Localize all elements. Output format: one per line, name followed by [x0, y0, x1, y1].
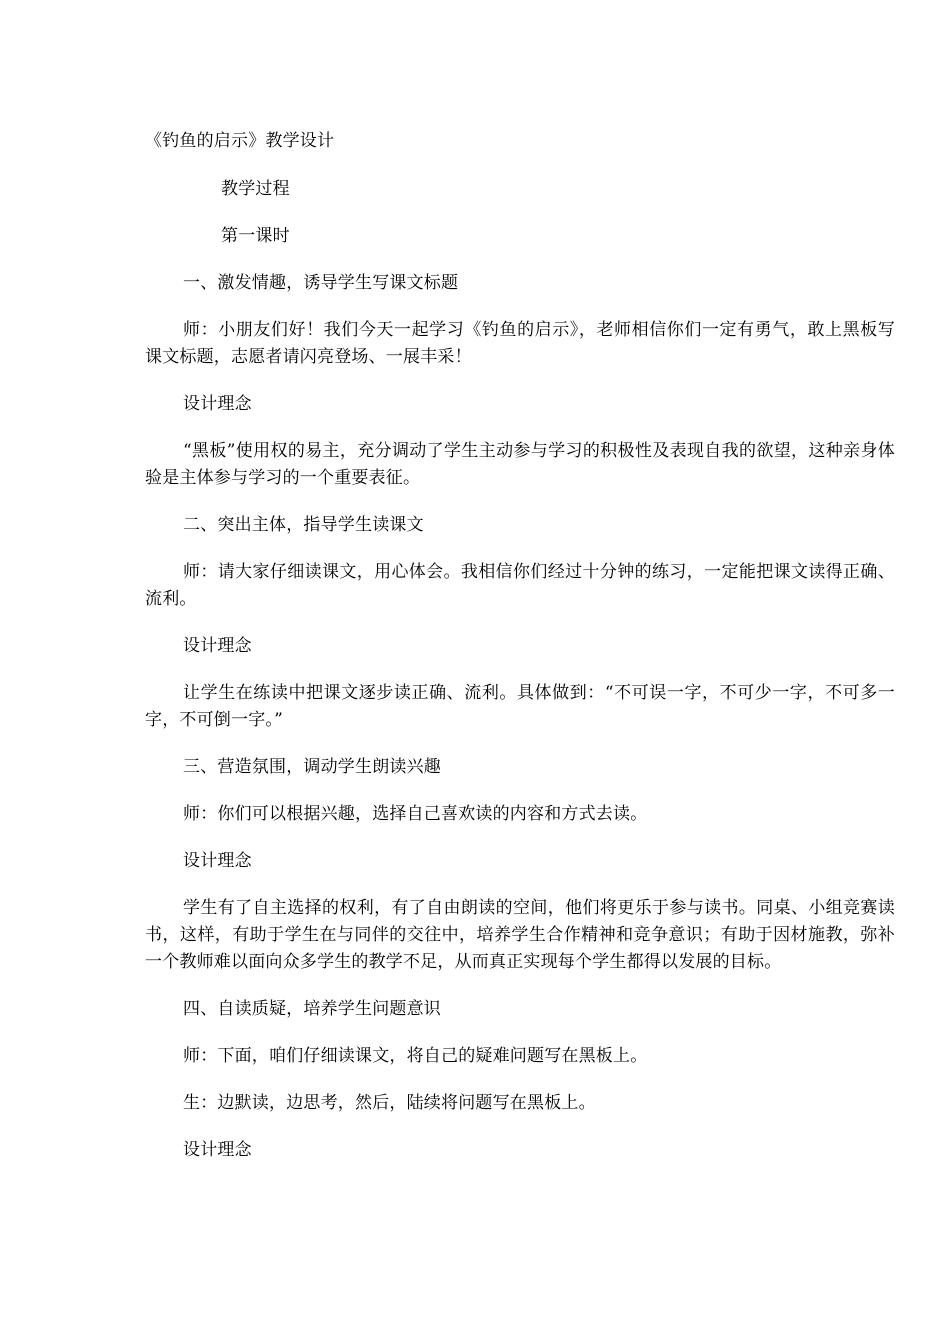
student-line-4: 生：边默读，边思考，然后，陆续将问题写在黑板上。 — [183, 1093, 596, 1113]
design-concept-label-1: 设计理念 — [183, 394, 252, 414]
document-page — [145, 128, 895, 1184]
teacher-line-3: 师：你们可以根据兴趣，选择自己喜欢读的内容和方式去读。 — [183, 804, 648, 824]
document-title: 《钓鱼的启示》教学设计 — [145, 131, 335, 151]
section-heading-lesson: 第一课时 — [221, 226, 290, 246]
teacher-line-4: 师：下面，咱们仔细读课文，将自己的疑难问题写在黑板上。 — [183, 1046, 648, 1066]
section-heading-process: 教学过程 — [221, 179, 290, 199]
design-concept-text-2: 让学生在练读中把课文逐步读正确、流利。具体做到：“不可误一字，不可少一字，不可多一字，不可倒一字。” — [145, 683, 895, 730]
teacher-line-1: 师：小朋友们好！我们今天一起学习《钓鱼的启示》，老师相信你们一定有勇气，敢上黑板写课文标题，志愿者请闪亮登场、一展丰采！ — [145, 320, 895, 367]
design-concept-text-1: “黑板”使用权的易主，充分调动了学生主动参与学习的积极性及表现自我的欲望，这种亲身体验是主体参与学习的一个重要表征。 — [145, 441, 895, 488]
step-heading-4: 四、自读质疑，培养学生问题意识 — [183, 999, 441, 1019]
teacher-line-2: 师：请大家仔细读课文，用心体会。我相信你们经过十分钟的练习，一定能把课文读得正确、流利。 — [145, 562, 895, 609]
design-concept-label-2: 设计理念 — [183, 636, 252, 656]
step-heading-1: 一、激发情趣，诱导学生写课文标题 — [183, 273, 459, 293]
design-concept-text-3: 学生有了自主选择的权利，有了自由朗读的空间，他们将更乐于参与读书。同桌、小组竞赛读书，这样，有助于学生在与同伴的交往中，培养学生合作精神和竞争意识；有助于因材施教，弥补一个教师难以面向众多学生的教学不足，从而真正实现每个学生都得以发展的目标。 — [145, 898, 895, 972]
step-heading-3: 三、营造氛围，调动学生朗读兴趣 — [183, 757, 441, 777]
step-heading-2: 二、突出主体，指导学生读课文 — [183, 515, 424, 535]
design-concept-label-4: 设计理念 — [183, 1140, 252, 1160]
design-concept-label-3: 设计理念 — [183, 851, 252, 871]
